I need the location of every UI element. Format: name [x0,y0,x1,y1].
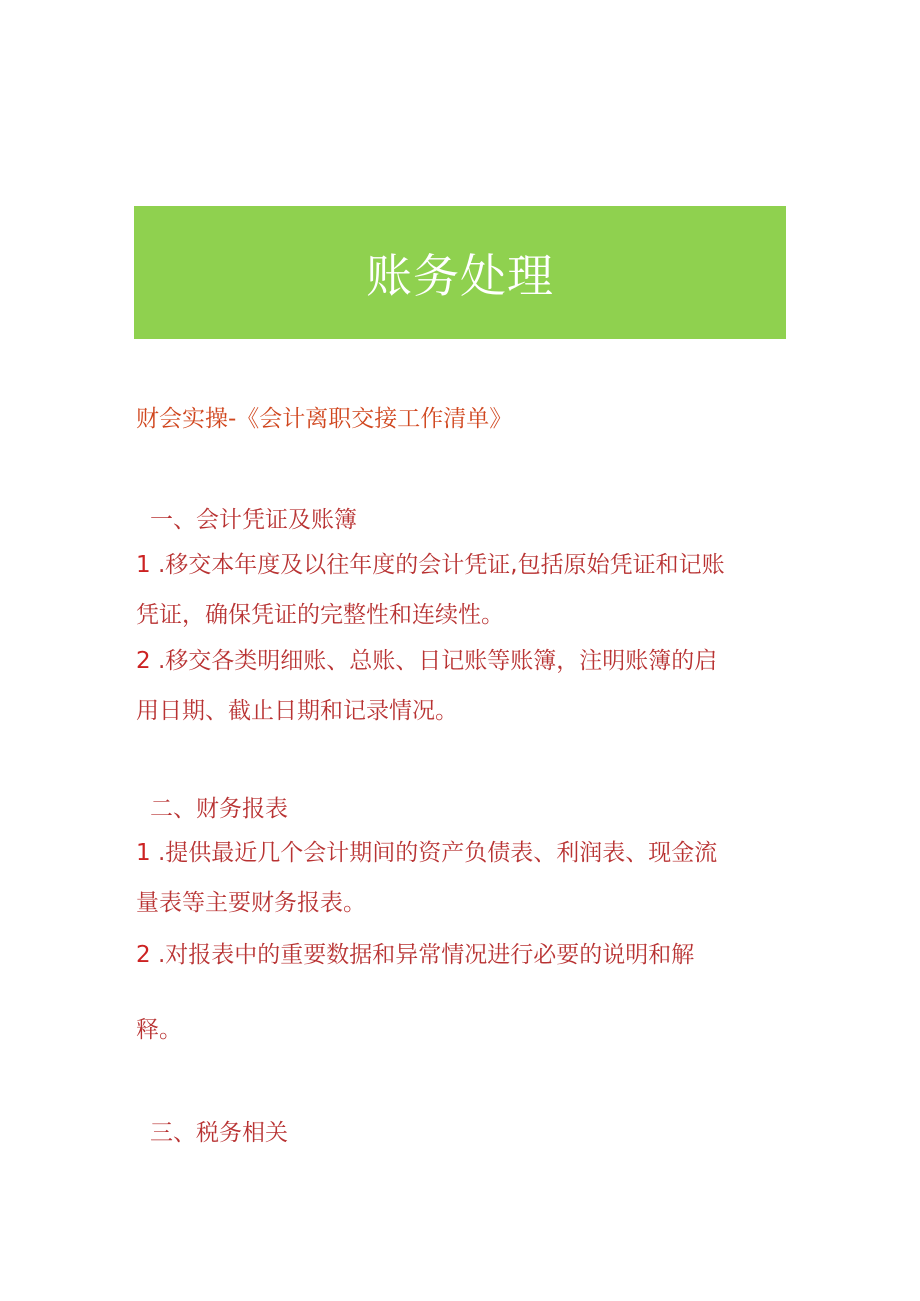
document-subtitle: 财会实操-《会计离职交接工作清单》 [136,406,513,432]
item-text-line: .对报表中的重要数据和异常情况进行必要的说明和解 [157,942,695,968]
item-number: 1 [136,552,151,578]
item-text-line: 凭证，确保凭证的完整性和连续性。 [136,602,504,628]
section-2-item-1 [136,828,776,928]
section-heading-2: 二、财务报表 [150,796,288,822]
section-heading-3: 三、税务相关 [150,1120,288,1146]
item-text-line: .移交本年度及以往年度的会计凭证,包括原始凭证和记账 [157,552,725,578]
item-text-line: .移交各类明细账、总账、日记账等账簿，注明账簿的启 [157,648,718,674]
section-heading-1: 一、会计凭证及账簿 [150,507,357,533]
item-text-line: 量表等主要财务报表。 [136,890,366,916]
item-text-line: .提供最近几个会计期间的资产负债表、利润表、现金流 [157,840,718,866]
item-number: 2 [136,942,151,968]
item-text-line: 用日期、截止日期和记录情况。 [136,698,458,724]
title-banner [134,206,786,339]
section-1-item-2 [136,636,776,736]
item-number: 2 [136,648,151,674]
item-number: 1 [136,840,151,866]
section-1-item-1 [136,540,776,640]
item-text-line: 释。 [136,1017,182,1043]
section-2-item-2 [136,930,776,1055]
banner-title: 账务处理 [366,248,554,303]
